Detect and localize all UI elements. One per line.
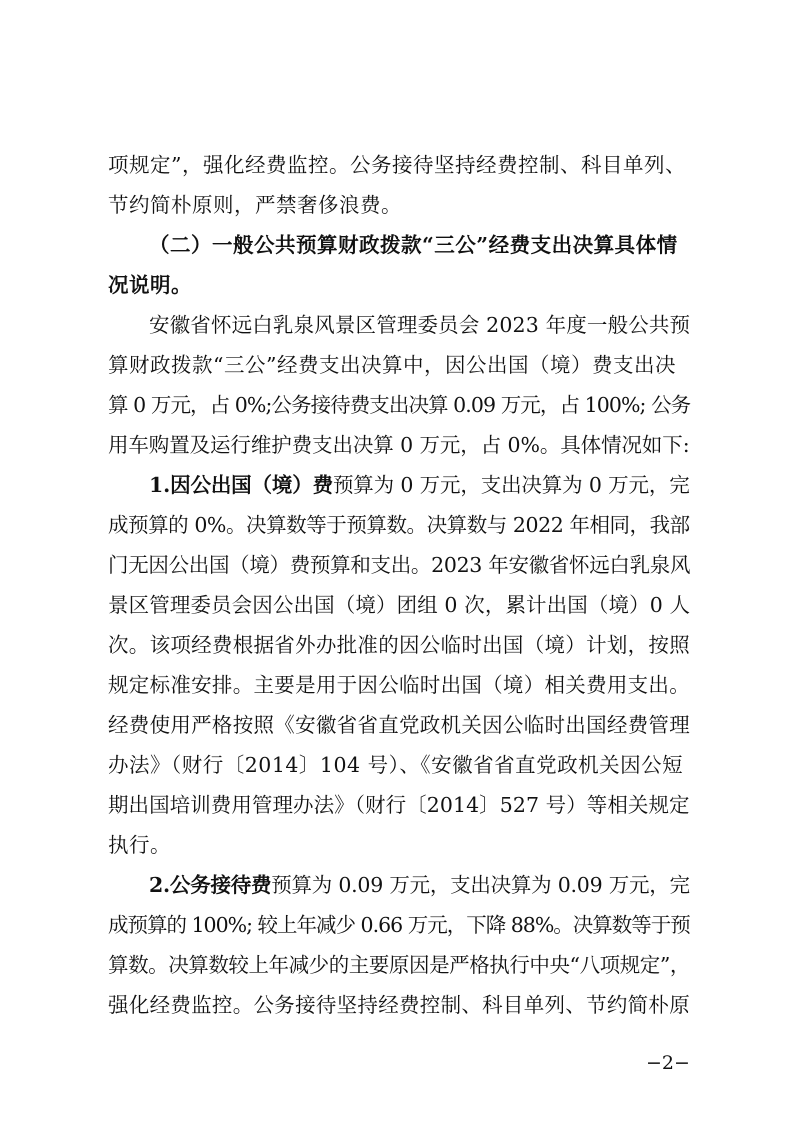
- paragraph-line: [149, 472, 690, 498]
- text-run: 预算为 0 万元，支出决算为 0 万元，完: [332, 473, 690, 497]
- text-line: 成预算的 100%; 较上年减少 0.66 万元，下降 88%。决算数等于预: [108, 913, 690, 937]
- section-heading: （二）一般公共预算财政拨款“三公”经费支出决算具体情: [149, 233, 678, 257]
- text-line: 算 0 万元，占 0%;公务接待费支出决算 0.09 万元，占 100%; 公务: [108, 393, 691, 417]
- text-line: 执行。: [108, 833, 171, 857]
- text-line: 成预算的 0%。决算数等于预算数。决算数与 2022 年相同，我部: [108, 513, 690, 537]
- text-line: 算数。决算数较上年减少的主要原因是严格执行中央“八项规定”，: [108, 953, 690, 977]
- text-line: 期出国培训费用管理办法》（财行〔2014〕527 号）等相关规定: [108, 793, 690, 817]
- text-line: 算财政拨款“三公”经费支出决算中，因公出国（境）费支出决: [108, 353, 676, 377]
- text-line: 景区管理委员会因公出国（境）团组 0 次，累计出国（境）0 人: [108, 593, 691, 617]
- paragraph-line: [149, 872, 690, 898]
- text-line: 强化经费监控。公务接待坚持经费控制、科目单列、节约简朴原: [108, 993, 690, 1017]
- text-line: 办法》（财行〔2014〕104 号）、《安徽省省直党政机关因公短: [108, 753, 684, 777]
- text-line: 用车购置及运行维护费支出决算 0 万元，占 0%。具体情况如下:: [108, 433, 690, 457]
- text-line: 经费使用严格按照《安徽省省直党政机关因公临时出国经费管理: [108, 713, 690, 737]
- text-line: 次。该项经费根据省外办批准的因公临时出国（境）计划，按照: [108, 633, 690, 657]
- text-line: 门无因公出国（境）费预算和支出。2023 年安徽省怀远白乳泉风: [108, 553, 691, 577]
- page-number: −2−: [646, 1052, 690, 1074]
- text-line: 节约简朴原则，严禁奢侈浪费。: [108, 193, 402, 217]
- text-run: 预算为 0.09 万元，支出决算为 0.09 万元，完: [271, 873, 690, 897]
- text-line: 项规定”，强化经费监控。公务接待坚持经费控制、科目单列、: [108, 153, 686, 177]
- section-heading: 况说明。: [108, 273, 192, 297]
- text-line: 规定标准安排。主要是用于因公临时出国（境）相关费用支出。: [108, 673, 690, 697]
- item-heading: 2.公务接待费: [149, 873, 272, 897]
- text-line: 安徽省怀远白乳泉风景区管理委员会 2023 年度一般公共预: [149, 313, 691, 337]
- item-heading: 1.因公出国（境）费: [149, 473, 333, 497]
